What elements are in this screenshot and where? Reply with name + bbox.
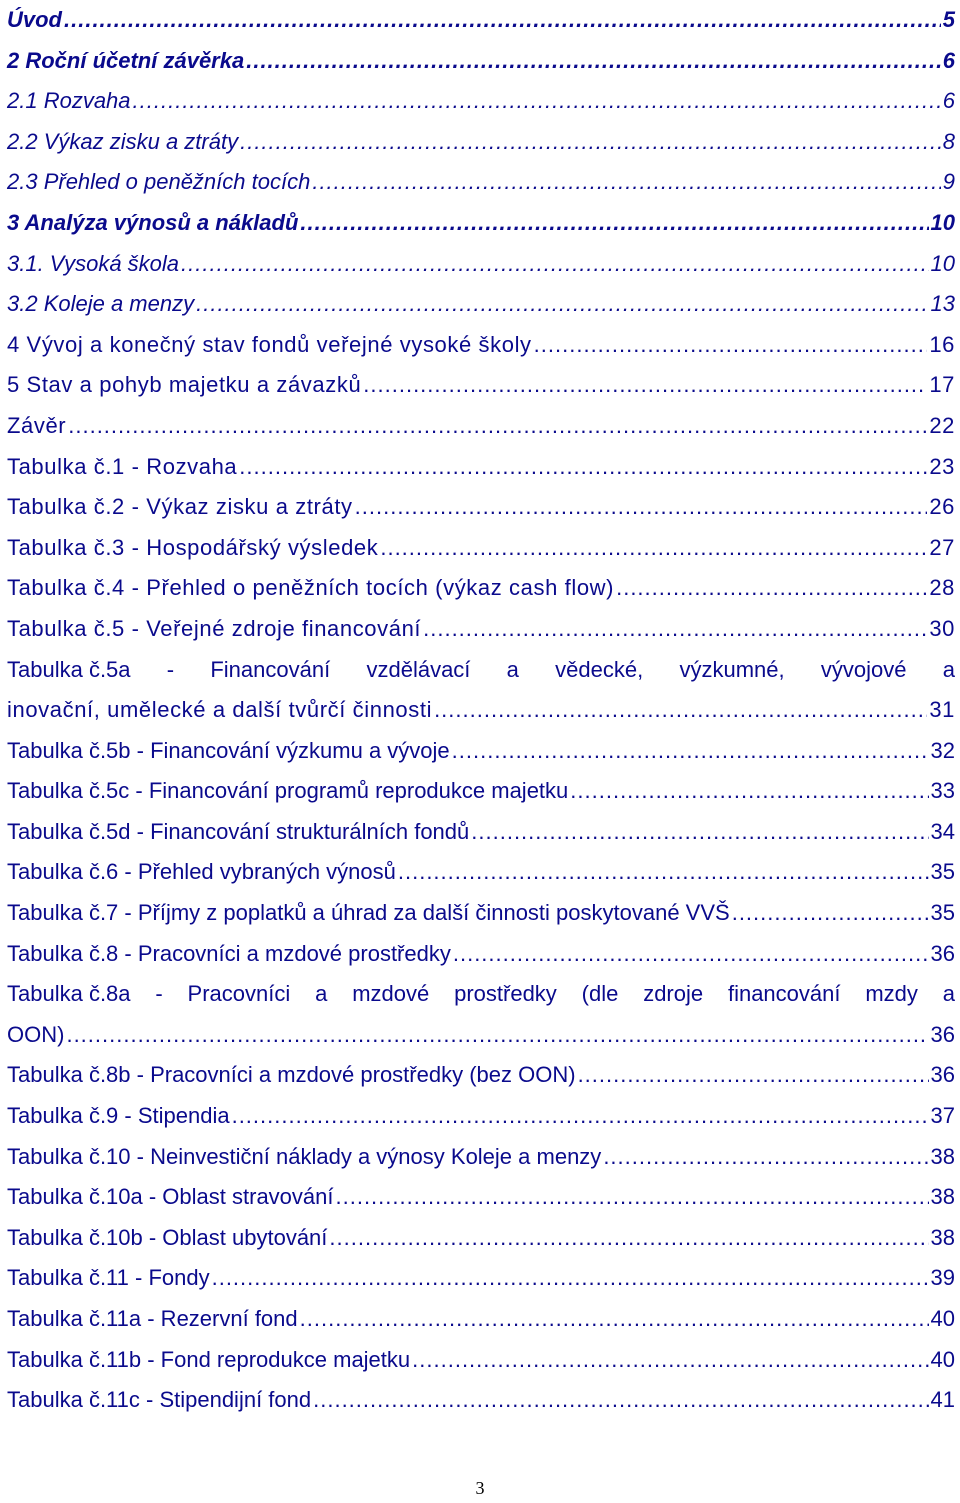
toc-entry-page: 38 — [930, 1143, 955, 1169]
toc-entry[interactable] — [7, 1258, 955, 1299]
dot-leader — [239, 447, 927, 488]
toc-entry-title: Tabulka č.3 - Hospodářský výsledek — [7, 534, 379, 560]
toc-entry[interactable] — [7, 325, 955, 366]
toc-entry-title: Tabulka č.2 - Výkaz zisku a ztráty — [7, 494, 353, 520]
toc-word: zdroje — [643, 981, 704, 1007]
dot-leader — [300, 1299, 929, 1340]
toc-entry[interactable] — [7, 244, 955, 285]
toc-entry-page: 8 — [942, 128, 955, 154]
toc-word: Tabulka č.8a — [7, 981, 131, 1007]
toc-entry-title: 2.2 Výkaz zisku a ztráty — [7, 128, 239, 154]
toc-entry-page: 31 — [929, 697, 955, 723]
toc-entry-line2[interactable] — [7, 1015, 955, 1056]
toc-entry-title: Tabulka č.8b - Pracovníci a mzdové prostředky (bez OON) — [7, 1062, 576, 1088]
toc-entry-title: Tabulka č.11b - Fond reprodukce majetku — [7, 1346, 411, 1372]
dot-leader — [380, 528, 927, 569]
toc-entry[interactable] — [7, 447, 955, 488]
toc-entry-page: 40 — [930, 1346, 955, 1372]
toc-word: a — [506, 656, 519, 682]
toc-entry-page: 35 — [930, 900, 955, 926]
toc-entry-title: 4 Vývoj a konečný stav fondů veřejné vysoké školy — [7, 331, 532, 357]
dot-leader — [212, 1258, 929, 1299]
toc-entry[interactable] — [7, 1299, 955, 1340]
toc-entry-page: 38 — [930, 1184, 955, 1210]
toc-entry-line1[interactable] — [7, 974, 955, 1015]
toc-entry-title: Tabulka č.10a - Oblast stravování — [7, 1184, 334, 1210]
dot-leader — [603, 1137, 928, 1178]
toc-entry-page: 34 — [930, 818, 955, 844]
dot-leader — [313, 1380, 928, 1421]
toc-word: (dle — [581, 981, 619, 1007]
toc-entry-page: 33 — [930, 778, 955, 804]
toc-word: Financování — [210, 656, 331, 682]
toc-entry-title: Tabulka č.10b - Oblast ubytování — [7, 1224, 328, 1250]
dot-leader — [570, 771, 928, 812]
dot-leader — [398, 852, 929, 893]
toc-word: vývojové — [820, 656, 907, 682]
dot-leader — [312, 162, 940, 203]
toc-word: mzdové — [352, 981, 430, 1007]
toc-entry-page: 36 — [930, 1062, 955, 1088]
toc-entry-title: Tabulka č.7 - Příjmy z poplatků a úhrad za další činnosti poskytované VVŠ — [7, 900, 730, 926]
toc-entry-page: 17 — [929, 372, 955, 398]
toc-entry[interactable] — [7, 1137, 955, 1178]
toc-entry-title: 2.1 Rozvaha — [7, 88, 131, 114]
toc-entry-page: 9 — [942, 169, 955, 195]
dot-leader — [452, 731, 929, 772]
toc-entry-title: Tabulka č.11a - Rezervní fond — [7, 1306, 298, 1331]
toc-entry-line1[interactable] — [7, 650, 955, 691]
toc-entry-page: 41 — [930, 1387, 955, 1413]
toc-word: Tabulka č.5a — [7, 656, 131, 682]
dot-leader — [66, 1015, 928, 1056]
dot-leader — [336, 1177, 929, 1218]
toc-entry-title: inovační, umělecké a další tvůrčí činnosti — [7, 697, 433, 723]
toc-entry[interactable] — [7, 203, 955, 244]
toc-entry-page: 6 — [942, 47, 955, 73]
dot-leader — [232, 1096, 929, 1137]
dot-leader — [423, 609, 927, 650]
toc-entry-page: 6 — [942, 88, 955, 114]
dot-leader — [68, 406, 927, 447]
toc-entry-title: 3.1. Vysoká škola — [7, 250, 180, 276]
toc-entry-title: Tabulka č.10 - Neinvestiční náklady a výnosy Koleje a menzy — [7, 1143, 602, 1169]
dot-leader — [246, 41, 941, 82]
table-of-contents — [7, 0, 955, 1421]
toc-word: - — [166, 656, 175, 682]
toc-entry[interactable] — [7, 893, 955, 934]
dot-leader — [133, 81, 941, 122]
toc-entry[interactable] — [7, 162, 955, 203]
toc-entry-page: 40 — [930, 1306, 955, 1331]
toc-entry[interactable] — [7, 81, 955, 122]
toc-entry[interactable] — [7, 1218, 955, 1259]
dot-leader — [578, 1055, 929, 1096]
toc-entry-title: Tabulka č.6 - Přehled vybraných výnosů — [7, 859, 396, 885]
toc-entry[interactable] — [7, 934, 955, 975]
toc-entry[interactable] — [7, 41, 955, 82]
toc-entry-title: 3.2 Koleje a menzy — [7, 291, 195, 317]
toc-entry[interactable] — [7, 528, 955, 569]
dot-leader — [412, 1340, 928, 1381]
toc-word: vědecké, — [555, 656, 644, 682]
toc-word: a — [942, 981, 955, 1007]
toc-entry[interactable] — [7, 0, 955, 41]
toc-entry[interactable] — [7, 771, 955, 812]
toc-entry-page: 13 — [930, 291, 955, 317]
toc-entry[interactable] — [7, 1096, 955, 1137]
toc-entry-page: 30 — [929, 615, 955, 641]
toc-word: vzdělávací — [366, 656, 471, 682]
toc-entry-page: 35 — [930, 859, 955, 885]
toc-word: - — [155, 981, 163, 1007]
dot-leader — [64, 0, 941, 41]
toc-entry-page: 36 — [930, 1021, 955, 1047]
toc-entry[interactable] — [7, 487, 955, 528]
toc-entry[interactable] — [7, 568, 955, 609]
dot-leader — [453, 934, 929, 975]
toc-entry-title: Tabulka č.11c - Stipendijní fond — [7, 1387, 312, 1413]
toc-word: výzkumné, — [679, 656, 785, 682]
toc-entry[interactable] — [7, 122, 955, 163]
toc-entry[interactable] — [7, 1380, 955, 1421]
toc-entry-title: Úvod — [7, 7, 62, 32]
toc-entry-title: Tabulka č.5d - Financování strukturálních fondů — [7, 818, 470, 844]
toc-entry[interactable] — [7, 852, 955, 893]
toc-entry-title: Tabulka č.4 - Přehled o peněžních tocích (výkaz cash flow) — [7, 575, 615, 601]
toc-entry-page: 38 — [930, 1224, 955, 1250]
toc-entry[interactable] — [7, 731, 955, 772]
toc-entry[interactable] — [7, 1177, 955, 1218]
toc-entry-title: Tabulka č.5 - Veřejné zdroje financování — [7, 615, 422, 641]
toc-entry[interactable] — [7, 1340, 955, 1381]
toc-entry-page: 23 — [929, 453, 955, 479]
toc-entry-page: 5 — [942, 7, 955, 32]
toc-entry-title: 5 Stav a pohyb majetku a závazků — [7, 372, 362, 398]
toc-entry-title: Tabulka č.8 - Pracovníci a mzdové prostředky — [7, 940, 451, 966]
toc-entry-title: 3 Analýza výnosů a nákladů — [7, 209, 299, 235]
toc-word: financování — [727, 981, 841, 1007]
dot-leader — [732, 893, 929, 934]
dot-leader — [329, 1218, 928, 1259]
toc-entry-title: Tabulka č.9 - Stipendia — [7, 1103, 230, 1129]
toc-entry[interactable] — [7, 406, 955, 447]
toc-entry-page: 27 — [929, 534, 955, 560]
toc-entry-title: Závěr — [7, 412, 67, 438]
dot-leader — [300, 203, 928, 244]
toc-entry-page: 16 — [929, 331, 955, 357]
dot-leader — [534, 325, 928, 366]
dot-leader — [355, 487, 928, 528]
dot-leader — [196, 284, 928, 325]
toc-entry[interactable] — [7, 609, 955, 650]
toc-entry-page: 26 — [929, 494, 955, 520]
toc-entry[interactable] — [7, 284, 955, 325]
toc-entry-title: OON) — [7, 1021, 65, 1047]
toc-entry-page: 22 — [929, 412, 955, 438]
dot-leader — [434, 690, 927, 731]
toc-word: mzdy — [865, 981, 918, 1007]
toc-entry-title: Tabulka č.5c - Financování programů reprodukce majetku — [7, 778, 569, 804]
toc-entry-page: 10 — [930, 209, 955, 235]
dot-leader — [363, 365, 927, 406]
toc-entry[interactable] — [7, 365, 955, 406]
dot-leader — [240, 122, 941, 163]
toc-word: a — [315, 981, 328, 1007]
toc-word: Pracovníci — [187, 981, 291, 1007]
toc-entry-page: 37 — [930, 1103, 955, 1129]
toc-entry-page: 10 — [930, 250, 955, 276]
toc-entry-title: 2.3 Přehled o peněžních tocích — [7, 169, 311, 195]
toc-entry[interactable] — [7, 1055, 955, 1096]
toc-entry-page: 32 — [930, 737, 955, 763]
toc-word: prostředky — [454, 981, 557, 1007]
dot-leader — [471, 812, 928, 853]
toc-entry-page: 39 — [930, 1265, 955, 1291]
toc-entry[interactable] — [7, 812, 955, 853]
page-number: 3 — [475, 1478, 485, 1498]
toc-word: a — [942, 656, 955, 682]
toc-entry-title: Tabulka č.1 - Rozvaha — [7, 453, 238, 479]
toc-entry-title: Tabulka č.11 - Fondy — [7, 1265, 210, 1291]
dot-leader — [181, 244, 928, 285]
toc-entry-title: 2 Roční účetní závěrka — [7, 47, 245, 73]
toc-entry-title: Tabulka č.5b - Financování výzkumu a vývoje — [7, 737, 450, 763]
toc-entry-line2[interactable] — [7, 690, 955, 731]
toc-entry-page: 36 — [930, 940, 955, 966]
toc-entry-page: 28 — [929, 575, 955, 601]
dot-leader — [616, 568, 927, 609]
